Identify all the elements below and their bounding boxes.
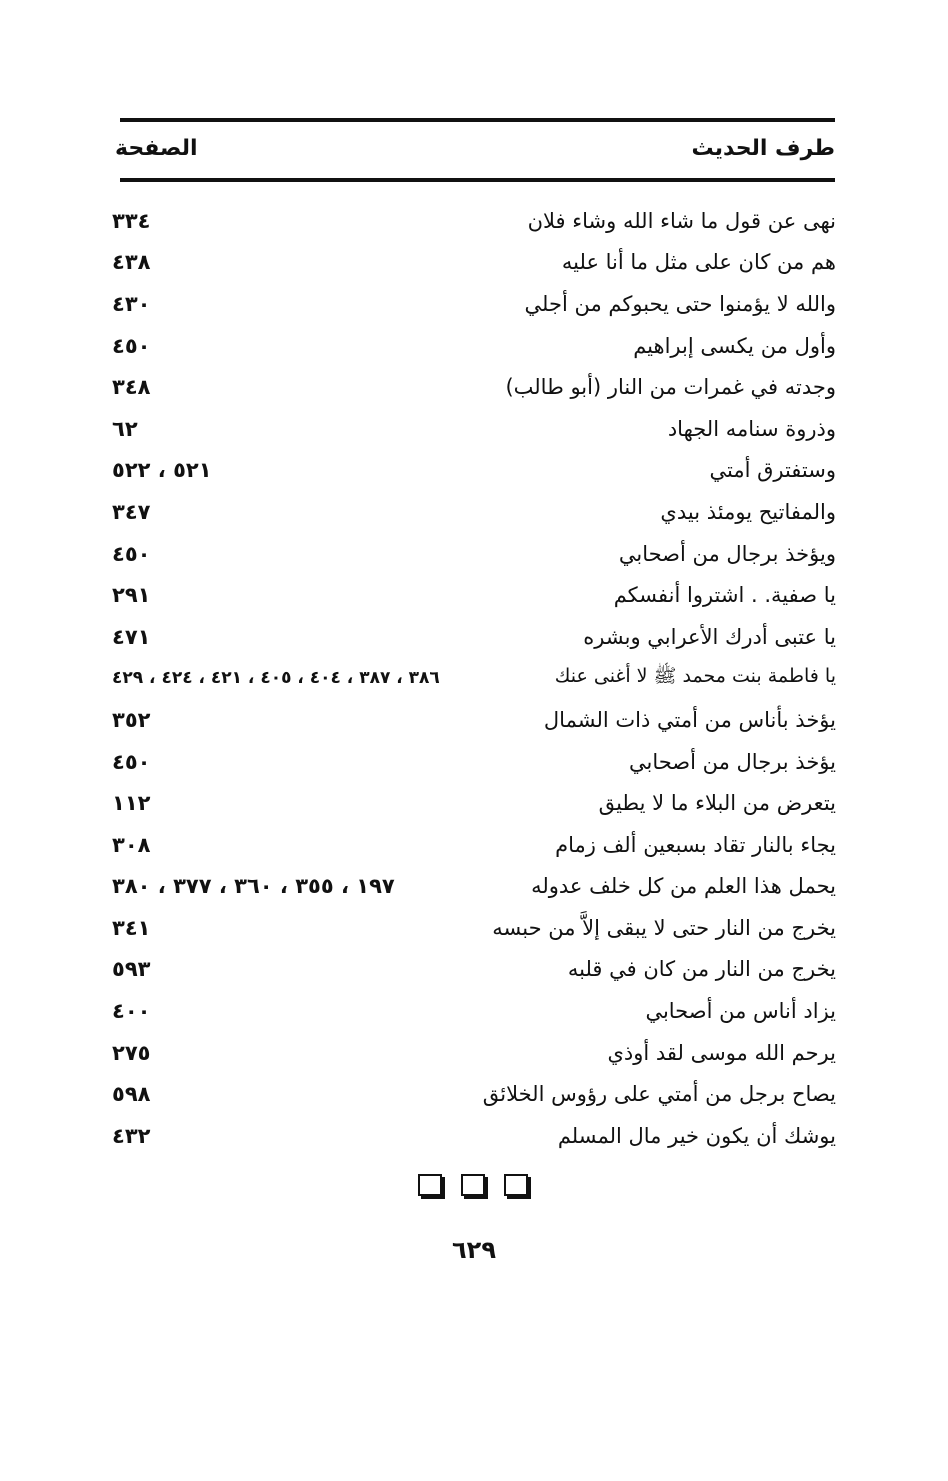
hadith-text: يرحم الله موسى لقد أوذي — [607, 1040, 836, 1065]
index-row — [112, 990, 836, 1032]
header-rule — [120, 178, 835, 182]
table-header — [115, 128, 835, 168]
page-refs: ٤٥٠ — [112, 749, 151, 774]
three-boxes-ornament-icon — [418, 1170, 528, 1200]
index-row — [112, 824, 836, 866]
page-refs: ٣٠٨ — [112, 832, 151, 857]
index-row — [112, 782, 836, 824]
hadith-text: وجدته في غمرات من النار (أبو طالب) — [505, 375, 836, 400]
page-refs: ٥٢١ ، ٥٢٢ — [112, 458, 212, 483]
hadith-text: والمفاتيح يومئذ بيدي — [660, 499, 836, 524]
index-row — [112, 1073, 836, 1115]
hadith-text: يؤخذ برجال من أصحابي — [629, 749, 836, 774]
index-row — [112, 533, 836, 575]
hadith-text: يا عتبى أدرك الأعرابي وبشره — [583, 624, 836, 649]
index-row — [112, 200, 836, 242]
hadith-text: يصاح برجل من أمتي على رؤوس الخلائق — [482, 1082, 836, 1107]
hadith-text: يزاد أناس من أصحابي — [645, 999, 836, 1024]
hadith-text: وذروة سنامه الجهاد — [667, 416, 836, 441]
header-hadith: طرف الحديث — [691, 135, 835, 161]
hadith-text: يتعرض من البلاء ما لا يطيق — [598, 791, 836, 816]
page-refs: ٣٣٤ — [112, 208, 151, 233]
index-row — [112, 1032, 836, 1074]
hadith-text: وأول من يكسى إبراهيم — [633, 333, 836, 358]
page-refs: ٣٤٨ — [112, 375, 151, 400]
hadith-text: ويؤخذ برجال من أصحابي — [618, 541, 836, 566]
page-refs: ٢٧٥ — [112, 1040, 151, 1065]
page-refs: ٤٧١ — [112, 624, 151, 649]
hadith-text: يحمل هذا العلم من كل خلف عدوله — [531, 874, 836, 899]
box-icon — [504, 1174, 528, 1196]
index-row — [112, 283, 836, 325]
index-row — [112, 491, 836, 533]
hadith-text: هم من كان على مثل ما أنا عليه — [561, 250, 836, 275]
index-row — [112, 616, 836, 658]
hadith-text: يخرج من النار حتى لا يبقى إلاَّ من حبسه — [492, 915, 836, 940]
index-row — [112, 907, 836, 949]
hadith-text: يا صفية. . اشتروا أنفسكم — [613, 583, 836, 608]
hadith-text: والله لا يؤمنوا حتى يحبوكم من أجلي — [524, 291, 836, 316]
page-number: ٦٢٩ — [452, 1236, 496, 1264]
hadith-text: وستفترق أمتي — [709, 458, 836, 483]
index-row — [112, 450, 836, 492]
page-refs: ٥٩٣ — [112, 957, 151, 982]
hadith-text: نهى عن قول ما شاء الله وشاء فلان — [527, 208, 836, 233]
page-refs: ٤٣٢ — [112, 1123, 151, 1148]
page-refs: ٤٣٨ — [112, 250, 151, 275]
index-row — [112, 408, 836, 450]
index-row — [112, 1115, 836, 1157]
hadith-text: يجاء بالنار تقاد بسبعين ألف زمام — [555, 832, 836, 857]
hadith-text: يوشك أن يكون خير مال المسلم — [557, 1123, 836, 1148]
page-refs: ٤٥٠ — [112, 541, 151, 566]
page-refs: ٣٤١ — [112, 915, 151, 940]
page-refs: ١١٢ — [112, 791, 151, 816]
box-icon — [418, 1174, 442, 1196]
hadith-text: يخرج من النار من كان في قلبه — [567, 957, 836, 982]
top-rule — [120, 118, 835, 122]
index-row — [112, 866, 836, 908]
page-refs: ٣٨٦ ، ٣٨٧ ، ٤٠٤ ، ٤٠٥ ، ٤٢١ ، ٤٢٤ ، ٤٢٩ — [112, 668, 440, 689]
hadith-text: يؤخذ بأناس من أمتي ذات الشمال — [543, 707, 836, 732]
index-row — [112, 949, 836, 991]
index-row — [112, 658, 836, 700]
page-refs: ٤٥٠ — [112, 333, 151, 358]
page-refs: ٣٤٧ — [112, 499, 151, 524]
page-refs: ٥٩٨ — [112, 1082, 151, 1107]
index-row — [112, 366, 836, 408]
hadith-text: يا فاطمة بنت محمد ﷺ لا أغنى عنك — [554, 665, 836, 688]
index-list — [112, 200, 836, 1157]
page-refs: ٤٠٠ — [112, 999, 151, 1024]
page-refs: ٣٥٢ — [112, 707, 151, 732]
index-row — [112, 574, 836, 616]
page-refs: ٤٣٠ — [112, 291, 151, 316]
index-row — [112, 699, 836, 741]
page-refs: ١٩٧ ، ٣٥٥ ، ٣٦٠ ، ٣٧٧ ، ٣٨٠ — [112, 874, 395, 899]
box-icon — [461, 1174, 485, 1196]
page-refs: ٢٩١ — [112, 583, 151, 608]
index-row — [112, 242, 836, 284]
index-row — [112, 325, 836, 367]
header-page: الصفحة — [115, 135, 198, 161]
index-row — [112, 741, 836, 783]
page-refs: ٦٢ — [112, 416, 138, 441]
